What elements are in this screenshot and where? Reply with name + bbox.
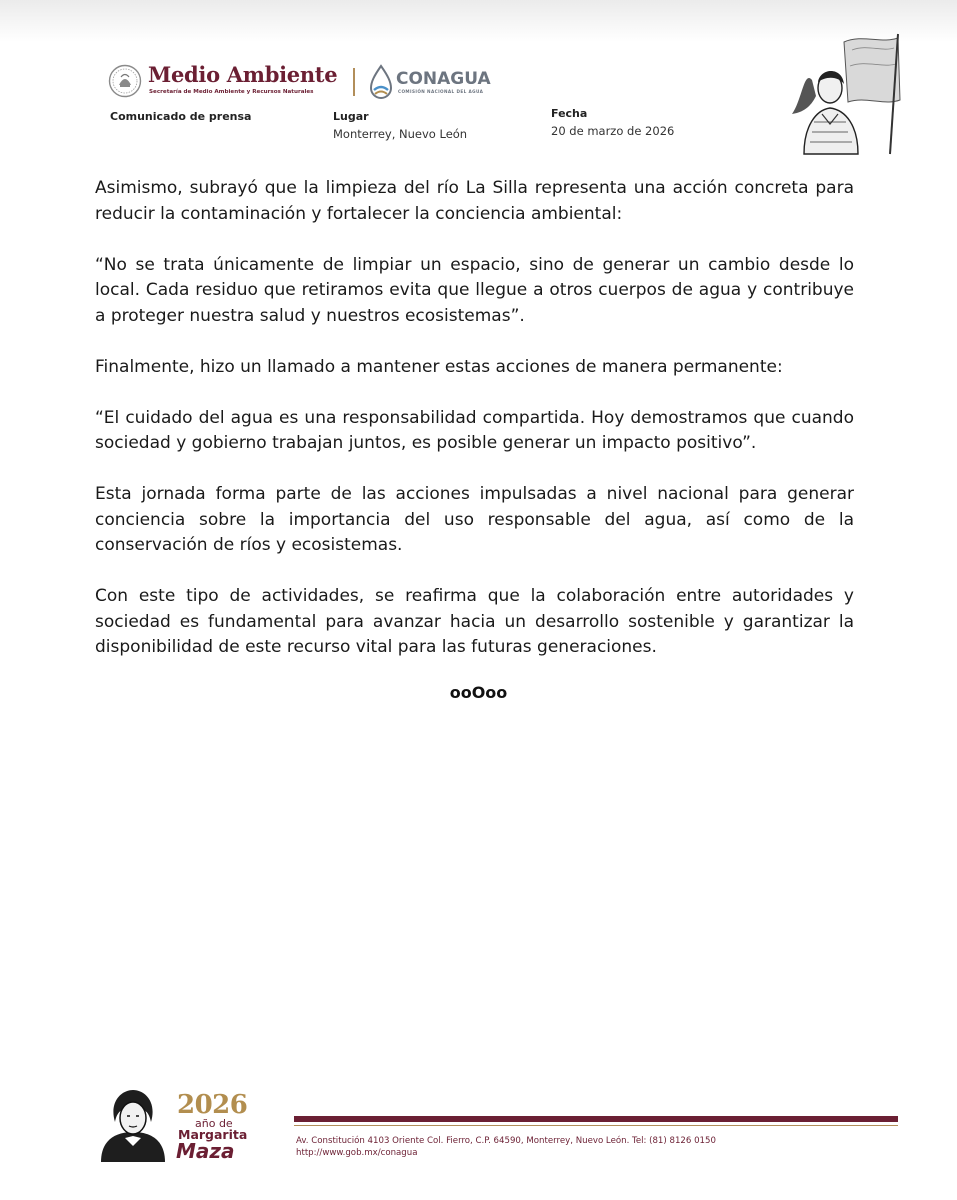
footer-url[interactable]: http://www.gob.mx/conagua: [296, 1148, 418, 1158]
place-value: Monterrey, Nuevo León: [333, 127, 468, 141]
footer-divider: [294, 1125, 898, 1126]
paragraph: Con este tipo de actividades, se reafirma que la colaboración entre autoridades y sociedad es fundamental para avanzar hacia un desarrollo sostenible y garantizar la disponibilidad de este recurso vital para las futuras generaciones.: [95, 586, 854, 657]
year-line-2: año de: [195, 1117, 233, 1130]
paragraph: Asimismo, subrayó que la limpieza del río La Silla representa una acción concreta para reducir la contaminación y fortalecer la conciencia ambiental:: [95, 178, 854, 224]
paragraph: Finalmente, hizo un llamado a mantener estas acciones de manera permanente:: [95, 356, 783, 377]
press-release-body: [95, 176, 854, 686]
medio-ambiente-subtitle: Secretaría de Medio Ambiente y Recursos Naturales: [149, 89, 314, 95]
water-drop-icon: [366, 62, 396, 102]
margarita-maza-portrait: [95, 1086, 171, 1162]
paragraph: Esta jornada forma parte de las acciones impulsadas a nivel nacional para generar conciencia sobre la importancia del uso responsable del agua, así como de la conservación de ríos y ecosistemas.: [95, 484, 854, 555]
conagua-title: CONAGUA: [396, 69, 491, 89]
paragraph: “El cuidado del agua es una responsabilidad compartida. Hoy demostramos que cuando sociedad y gobierno trabajan juntos, es posible generar un impacto positivo”.: [95, 407, 854, 453]
date-value: 20 de marzo de 2026: [551, 124, 675, 138]
logo-divider: [353, 68, 355, 96]
date-label: Fecha: [551, 107, 588, 120]
paragraph: “No se trata únicamente de limpiar un espacio, sino de generar un cambio desde lo local. Cada residuo que retiramos evita que llegue a otros cuerpos de agua y contribuye a proteger nuestra salud y nuestros ecosistemas”.: [95, 254, 854, 326]
year-line-3: Margarita: [178, 1127, 248, 1142]
place-label: Lugar: [333, 110, 369, 123]
year-number: 2026: [177, 1090, 248, 1120]
doc-type-label: Comunicado de prensa: [110, 110, 252, 123]
footer-bar: [294, 1116, 898, 1122]
conagua-subtitle: COMISIÓN NACIONAL DEL AGUA: [398, 89, 484, 94]
medio-ambiente-logo: [108, 62, 348, 102]
conagua-logo: [366, 62, 506, 102]
heroine-flag-illustration: [782, 30, 907, 155]
national-seal-icon: [108, 64, 142, 98]
closing-mark: ooOoo: [449, 683, 508, 702]
year-line-4: Maza: [176, 1139, 235, 1163]
medio-ambiente-title: Medio Ambiente: [148, 62, 338, 87]
footer-address: Av. Constitución 4103 Oriente Col. Fierro, C.P. 64590, Monterrey, Nuevo León. Tel: (81) 8126 0150: [296, 1136, 716, 1146]
